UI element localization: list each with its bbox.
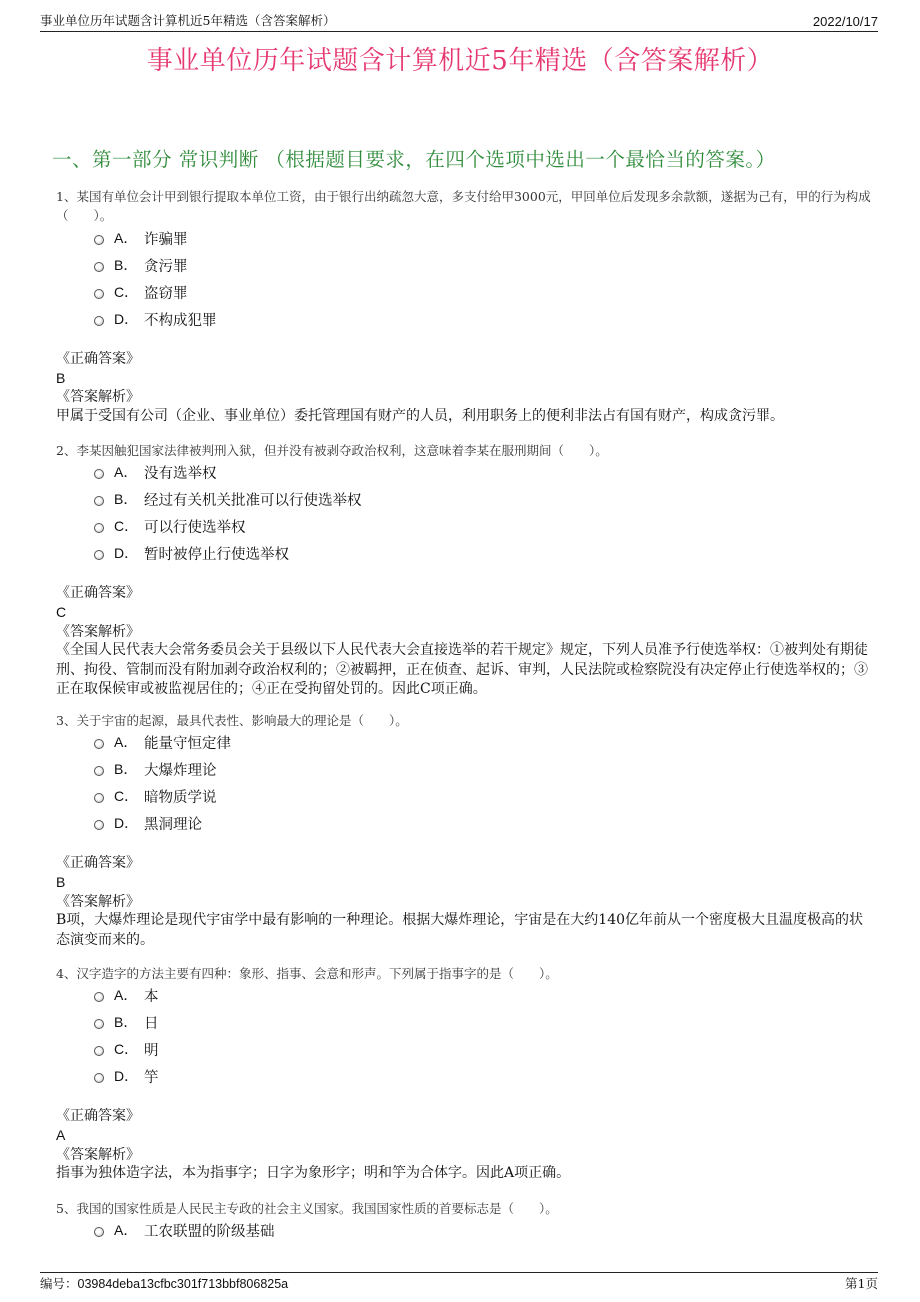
document-title: 事业单位历年试题含计算机近5年精选（含答案解析） (146, 46, 774, 76)
option-a[interactable] (94, 228, 188, 248)
option-c[interactable] (94, 282, 188, 302)
radio-icon[interactable] (94, 550, 104, 560)
option-letter: A． (114, 230, 138, 246)
option-letter: D． (114, 1068, 139, 1084)
radio-icon[interactable] (94, 739, 104, 749)
option-letter: D． (114, 815, 139, 831)
explanation-text: 《全国人民代表大会常务委员会关于县级以下人民代表大会直接选举的若干规定》规定，下列人员准予行使选举权：①被判处有期徒刑、拘役、管制而没有附加剥夺政治权利的；②被羁押，正在侦查、起诉、审判，人民法院或检察院没有决定停止行使选举权的；③正在取保候审或被监视居住的；④正在受拘留处罚的。因此C项正确。 (56, 642, 868, 697)
radio-icon[interactable] (94, 262, 104, 272)
option-b[interactable] (94, 759, 217, 779)
option-letter: C． (114, 788, 139, 804)
answer-label: 《正确答案》 (56, 585, 140, 601)
question-4 (56, 964, 874, 1181)
option-letter: A． (114, 464, 138, 480)
option-text: 没有选举权 (144, 465, 217, 482)
explanation-text: B项，大爆炸理论是现代宇宙学中最有影响的一种理论。根据大爆炸理论，宇宙是在大约140亿年前从一个密度极大且温度极高的状态演变而来的。 (56, 912, 864, 948)
option-letter: B． (114, 257, 138, 273)
code-value: 03984deba13cfbc301f713bbf806825a (77, 1277, 289, 1291)
option-letter: D． (114, 545, 139, 561)
page-footer (40, 1272, 878, 1296)
option-letter: C． (114, 284, 139, 300)
page-header (40, 12, 878, 32)
radio-icon[interactable] (94, 1227, 104, 1237)
option-text: 经过有关机关批准可以行使选举权 (144, 492, 362, 509)
option-text: 明 (144, 1042, 159, 1059)
option-letter: C． (114, 518, 139, 534)
option-c[interactable] (94, 516, 246, 536)
option-a[interactable] (94, 985, 159, 1005)
option-a[interactable] (94, 1220, 275, 1240)
option-d[interactable] (94, 813, 202, 833)
option-d[interactable] (94, 1066, 159, 1086)
option-a[interactable] (94, 462, 217, 482)
radio-icon[interactable] (94, 793, 104, 803)
option-text: 暂时被停止行使选举权 (144, 546, 289, 563)
radio-icon[interactable] (94, 469, 104, 479)
answer-value: A (56, 1127, 66, 1143)
radio-icon[interactable] (94, 316, 104, 326)
option-letter: A． (114, 1222, 138, 1238)
radio-icon[interactable] (94, 1046, 104, 1056)
page-number: 第1页 (845, 1276, 878, 1291)
radio-icon[interactable] (94, 289, 104, 299)
radio-icon[interactable] (94, 523, 104, 533)
explanation-text: 甲属于受国有公司（企业、事业单位）委托管理国有财产的人员，利用职务上的便利非法占有国有财产，构成贪污罪。 (56, 408, 784, 424)
option-letter: A． (114, 987, 138, 1003)
question-5 (56, 1199, 874, 1240)
answer-value: C (56, 604, 67, 620)
radio-icon[interactable] (94, 496, 104, 506)
header-date: 2022/10/17 (812, 14, 878, 29)
option-b[interactable] (94, 489, 362, 509)
question-3 (56, 711, 874, 948)
option-b[interactable] (94, 1012, 159, 1032)
answer-label: 《正确答案》 (56, 855, 140, 871)
option-b[interactable] (94, 255, 188, 275)
question-text: 3、关于宇宙的起源，最具代表性、影响最大的理论是（ ）。 (56, 713, 408, 728)
option-text: 贪污罪 (144, 258, 188, 275)
radio-icon[interactable] (94, 1073, 104, 1083)
question-text: 2、李某因触犯国家法律被判刑入狱，但并没有被剥夺政治权利，这意味着李某在服刑期间（ ）。 (56, 443, 608, 458)
explanation-label: 《答案解析》 (56, 894, 140, 910)
option-letter: A． (114, 734, 138, 750)
explanation-label: 《答案解析》 (56, 624, 140, 640)
option-c[interactable] (94, 1039, 159, 1059)
option-text: 本 (144, 988, 159, 1005)
option-text: 能量守恒定律 (144, 735, 231, 752)
question-text: 5、我国的国家性质是人民民主专政的社会主义国家。我国国家性质的首要标志是（ ）。 (56, 1201, 558, 1216)
question-2 (56, 441, 874, 697)
document-code (40, 1274, 288, 1292)
option-text: 工农联盟的阶级基础 (144, 1223, 275, 1240)
answer-label: 《正确答案》 (56, 1108, 140, 1124)
option-letter: B． (114, 491, 138, 507)
option-text: 日 (144, 1015, 159, 1032)
option-text: 黑洞理论 (144, 816, 202, 833)
option-text: 竽 (144, 1069, 159, 1086)
option-d[interactable] (94, 543, 289, 563)
option-text: 盗窃罪 (144, 285, 188, 302)
option-d[interactable] (94, 309, 217, 329)
header-doc-title: 事业单位历年试题含计算机近5年精选（含答案解析） (40, 13, 336, 28)
radio-icon[interactable] (94, 820, 104, 830)
answer-value: B (56, 874, 66, 890)
option-letter: C． (114, 1041, 139, 1057)
radio-icon[interactable] (94, 1019, 104, 1029)
option-text: 大爆炸理论 (144, 762, 217, 779)
question-1 (56, 187, 874, 424)
option-text: 可以行使选举权 (144, 519, 246, 536)
section-heading: 一、第一部分 常识判断 （根据题目要求，在四个选项中选出一个最恰当的答案。） (52, 148, 776, 171)
option-text: 诈骗罪 (144, 231, 188, 248)
radio-icon[interactable] (94, 766, 104, 776)
answer-label: 《正确答案》 (56, 351, 140, 367)
option-text: 不构成犯罪 (144, 312, 217, 329)
question-text: 4、汉字造字的方法主要有四种：象形、指事、会意和形声。下列属于指事字的是（ ）。 (56, 966, 558, 981)
explanation-text: 指事为独体造字法，本为指事字；日字为象形字；明和竽为合体字。因此A项正确。 (56, 1165, 571, 1181)
question-text: 1、某国有单位会计甲到银行提取本单位工资，由于银行出纳疏忽大意，多支付给甲3000元，甲回单位后发现多余款额，遂据为己有，甲的行为构成（ ）。 (56, 189, 871, 223)
answer-value: B (56, 370, 66, 386)
option-a[interactable] (94, 732, 231, 752)
radio-icon[interactable] (94, 235, 104, 245)
option-c[interactable] (94, 786, 217, 806)
code-label: 编号： (40, 1276, 78, 1291)
option-letter: B． (114, 761, 138, 777)
option-letter: D． (114, 311, 139, 327)
explanation-label: 《答案解析》 (56, 389, 140, 405)
option-letter: B． (114, 1014, 138, 1030)
option-text: 暗物质学说 (144, 789, 217, 806)
radio-icon[interactable] (94, 992, 104, 1002)
explanation-label: 《答案解析》 (56, 1147, 140, 1163)
